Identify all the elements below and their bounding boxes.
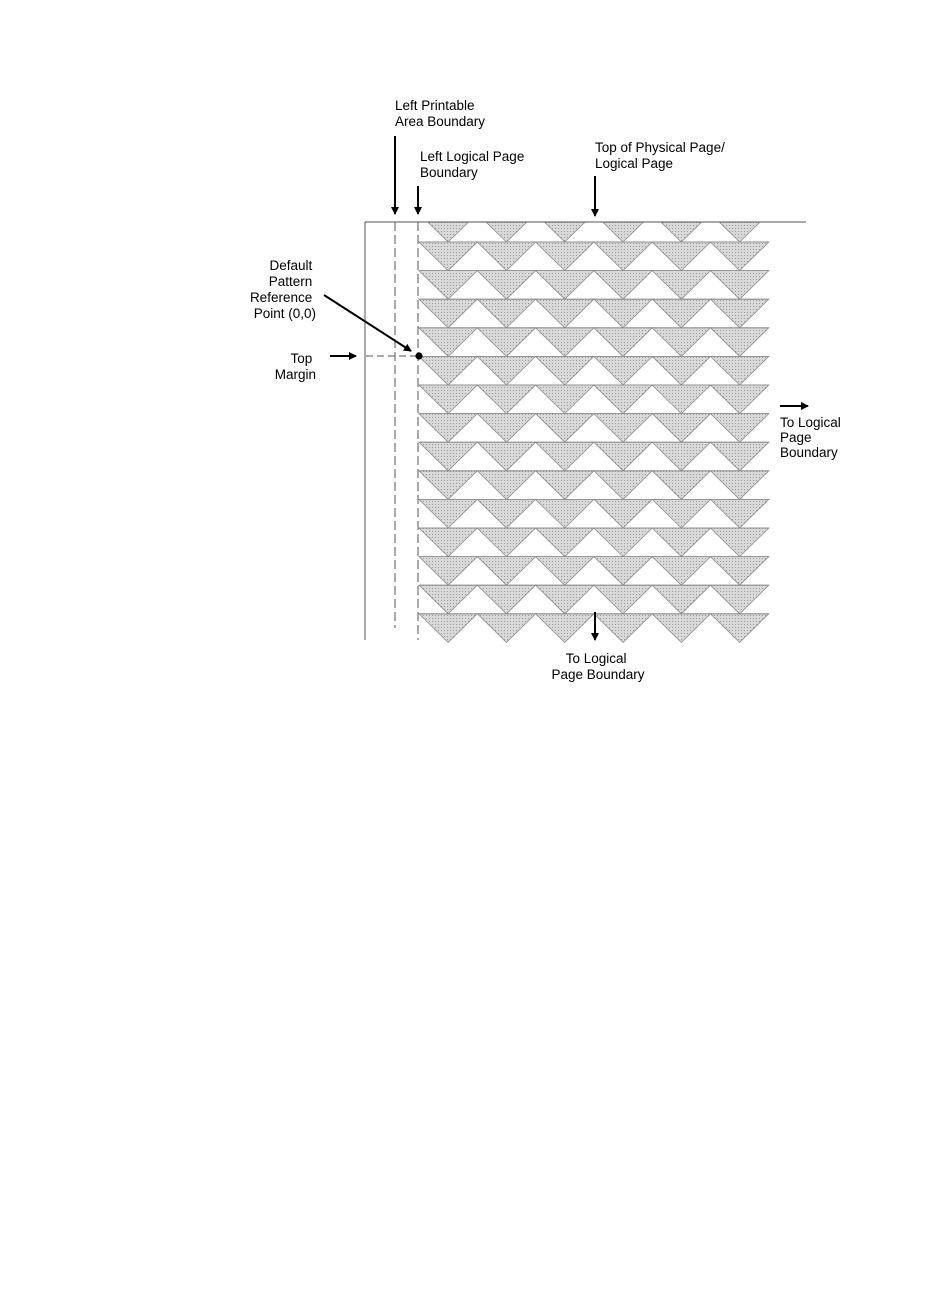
pattern-triangle <box>719 222 760 242</box>
pattern-triangle <box>536 528 594 557</box>
triangle-pattern <box>419 222 769 642</box>
pattern-triangle <box>419 442 477 471</box>
pattern-triangle <box>711 614 769 643</box>
pattern-triangle <box>419 557 477 586</box>
pattern-triangle <box>594 414 652 443</box>
left-printable-label-line: Left Printable <box>395 98 475 113</box>
pattern-triangle <box>652 271 710 300</box>
pattern-triangle <box>652 299 710 328</box>
reference-point-dot <box>415 352 422 359</box>
top-margin-label <box>275 351 316 382</box>
pattern-triangle <box>652 585 710 614</box>
pattern-triangle <box>594 271 652 300</box>
pattern-triangle <box>711 414 769 443</box>
pattern-triangle <box>536 557 594 586</box>
to-logical-bottom-label-line: To Logical <box>565 651 627 666</box>
pattern-triangle <box>594 442 652 471</box>
pattern-triangle <box>594 299 652 328</box>
pattern-triangle <box>594 242 652 271</box>
pattern-triangle <box>536 356 594 385</box>
pattern-triangle <box>711 356 769 385</box>
pattern-triangle <box>536 299 594 328</box>
pattern-triangle <box>428 222 469 242</box>
pattern-triangle <box>477 385 535 414</box>
left-logical-label <box>420 149 528 180</box>
pattern-triangle <box>477 442 535 471</box>
left-logical-label-line: Left Logical Page <box>420 149 525 164</box>
pattern-triangle <box>477 356 535 385</box>
pattern-triangle <box>486 222 527 242</box>
pattern-triangle <box>652 242 710 271</box>
pattern-triangle <box>711 299 769 328</box>
pattern-triangle <box>594 471 652 500</box>
pattern-triangle <box>536 328 594 357</box>
to-logical-right-label-line: To Logical <box>780 415 841 430</box>
to-logical-bottom-label <box>551 651 644 682</box>
pattern-triangle <box>419 414 477 443</box>
pattern-triangle <box>477 499 535 528</box>
pattern-triangle <box>477 585 535 614</box>
pattern-triangle <box>419 242 477 271</box>
pattern-triangle <box>594 328 652 357</box>
pattern-triangle <box>661 222 702 242</box>
pattern-triangle <box>652 528 710 557</box>
pattern-triangle <box>477 414 535 443</box>
pattern-triangle <box>477 328 535 357</box>
pattern-triangle <box>652 557 710 586</box>
pattern-triangle <box>652 471 710 500</box>
pattern-triangle <box>711 557 769 586</box>
pattern-triangle <box>711 471 769 500</box>
pattern-triangle <box>711 442 769 471</box>
pattern-triangle <box>594 585 652 614</box>
left-printable-label-line: Area Boundary <box>395 114 486 129</box>
pattern-triangle <box>711 271 769 300</box>
pattern-triangle <box>603 222 644 242</box>
to-logical-right-label <box>780 415 845 460</box>
pattern-triangle <box>419 585 477 614</box>
pattern-triangle <box>419 299 477 328</box>
pattern-triangle <box>536 471 594 500</box>
pattern-triangle <box>419 385 477 414</box>
pattern-triangle <box>477 271 535 300</box>
pattern-triangle <box>419 614 477 643</box>
to-logical-right-label-line: Page <box>780 430 812 445</box>
default-reference-label <box>250 258 316 321</box>
pattern-triangle <box>419 328 477 357</box>
left-logical-label-line: Boundary <box>420 165 478 180</box>
pattern-triangle <box>652 442 710 471</box>
default-reference-label-line: Reference <box>249 290 313 305</box>
pattern-triangle <box>594 614 652 643</box>
pattern-triangle <box>419 499 477 528</box>
pattern-triangle <box>419 271 477 300</box>
pattern-triangle <box>536 271 594 300</box>
pattern-triangle <box>544 222 585 242</box>
pattern-triangle <box>652 328 710 357</box>
to-logical-bottom-label-line: Page Boundary <box>551 667 645 682</box>
top-margin-label-line: Margin <box>274 367 316 382</box>
top-physical-label-line: Top of Physical Page/ <box>595 140 725 155</box>
pattern-triangle <box>536 442 594 471</box>
pattern-triangle <box>477 614 535 643</box>
default-reference-label-line: Default <box>269 258 313 273</box>
pattern-triangle <box>536 499 594 528</box>
pattern-triangle <box>652 499 710 528</box>
pattern-triangle <box>419 528 477 557</box>
pattern-triangle <box>594 499 652 528</box>
default-reference-label-line: Point (0,0) <box>253 306 316 321</box>
pattern-triangle <box>711 242 769 271</box>
pattern-triangle <box>477 528 535 557</box>
pattern-triangle <box>536 242 594 271</box>
top-physical-label <box>595 140 729 171</box>
left-printable-label <box>395 98 485 129</box>
pattern-triangle <box>419 356 477 385</box>
pattern-triangle <box>652 614 710 643</box>
pattern-triangle <box>477 557 535 586</box>
pattern-triangle <box>536 614 594 643</box>
pattern-triangle <box>594 528 652 557</box>
pattern-triangle <box>536 385 594 414</box>
pattern-triangle <box>711 499 769 528</box>
pattern-triangle <box>711 328 769 357</box>
pattern-triangle <box>477 242 535 271</box>
pattern-triangle <box>594 557 652 586</box>
pattern-triangle <box>419 471 477 500</box>
pattern-triangle <box>652 385 710 414</box>
pattern-triangle <box>536 414 594 443</box>
pattern-triangle <box>594 385 652 414</box>
pattern-triangle <box>652 356 710 385</box>
pattern-triangle <box>594 356 652 385</box>
pattern-triangle <box>711 585 769 614</box>
top-margin-label-line: Top <box>290 351 313 366</box>
pattern-triangle <box>477 471 535 500</box>
to-logical-right-label-line: Boundary <box>780 445 838 460</box>
pattern-triangle <box>711 385 769 414</box>
pattern-triangle <box>652 414 710 443</box>
pattern-triangle <box>477 299 535 328</box>
top-physical-label-line: Logical Page <box>595 156 674 171</box>
pattern-triangle <box>711 528 769 557</box>
default-reference-label-line: Pattern <box>268 274 313 289</box>
reference-point-arrow <box>324 295 411 351</box>
pattern-triangle <box>536 585 594 614</box>
